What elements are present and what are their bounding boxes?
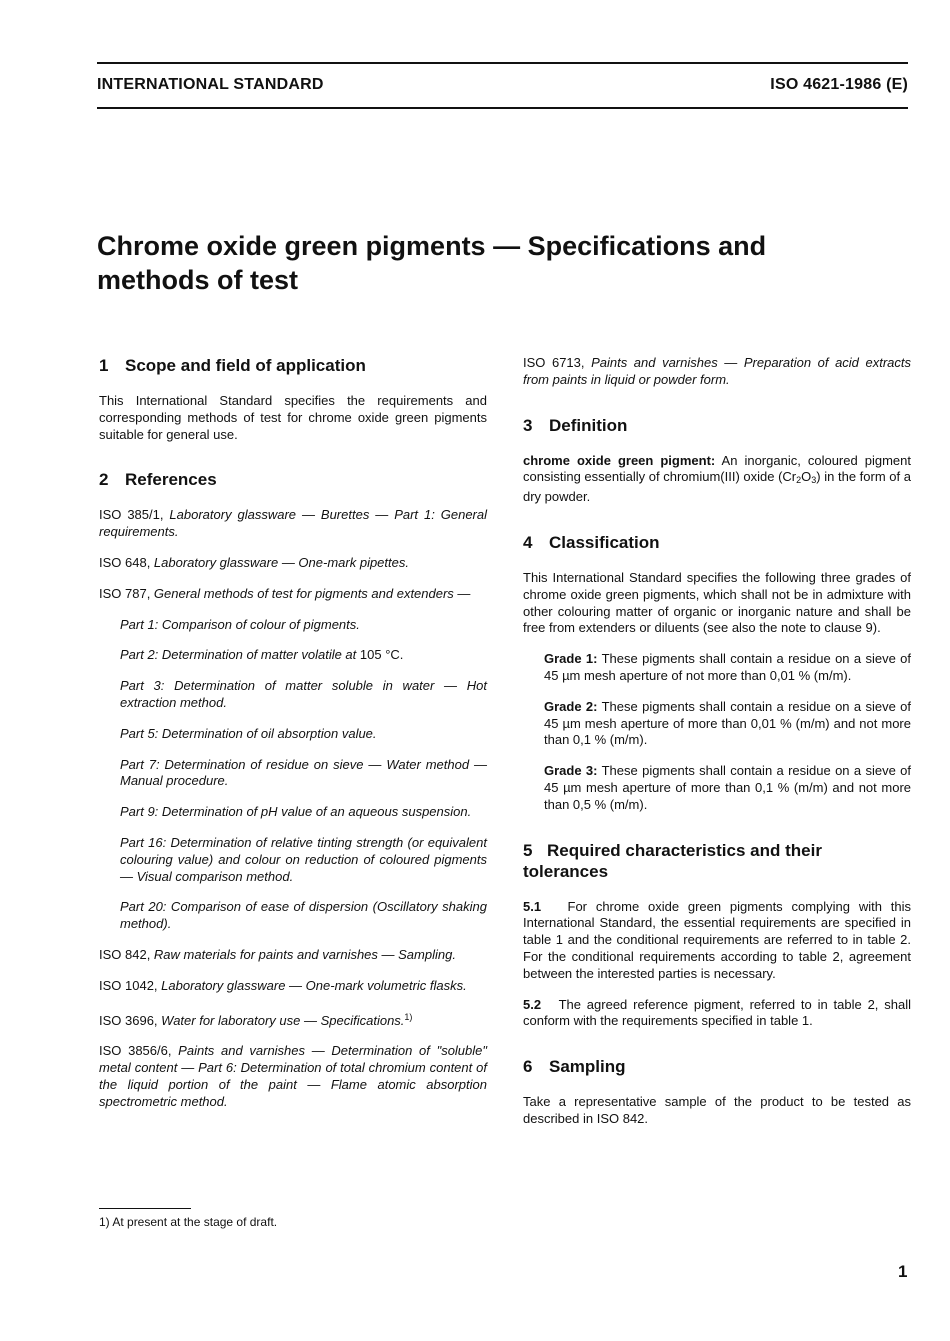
iso-787-part-20: Part 20: Comparison of ease of dispersion (Oscillatory shaking method). — [120, 899, 487, 932]
reference-iso-842: ISO 842, Raw materials for paints and varnishes — Sampling. — [99, 946, 456, 962]
reference-iso-385: ISO 385/1, Laboratory glassware — Burettes — Part 1: General requirements. — [99, 507, 487, 540]
grade-2: Grade 2: These pigments shall contain a residue on a sieve of 45 µm mesh aperture of more than 0,01 % (m/m) and not more than 0,1 % (m/m). — [544, 698, 911, 748]
section-4-text: This International Standard specifies the following three grades of chrome oxide green pigments, which shall not be in admixture with other colouring matter of organic or inorganic nature and shall be free from extenders or diluents (see also the note to clause 9). — [523, 569, 911, 636]
footnote-marker: 1) — [404, 1011, 413, 1022]
iso-787-part-9: Part 9: Determination of pH value of an aqueous suspension. — [120, 804, 472, 820]
footnote: 1) At present at the stage of draft. — [99, 1215, 278, 1229]
section-3-definition: chrome oxide green pigment: An inorganic, coloured pigment consisting essentially of chromium(III) oxide $(Cr_2O_3)$ in the form of a dry powder. — [523, 452, 911, 505]
grade-3: Grade 3: These pigments shall contain a residue on a sieve of 45 µm mesh aperture of more than 0,1 % (m/m) and not more than 0,5 % (m/m). — [544, 763, 911, 812]
iso-787-part-1: Part 1: Comparison of colour of pigments. — [120, 616, 360, 632]
iso-787-part-3: Part 3: Determination of matter soluble in water — Hot extraction method. — [120, 678, 487, 710]
iso-787-part-16: Part 16: Determination of relative tinting strength (or equivalent colouring value) and colour on reduction of coloured pigments — Visual comparison method. — [120, 834, 487, 884]
reference-iso-1042: ISO 1042, Laboratory glassware — One-mark volumetric flasks. — [99, 977, 467, 993]
clause-5-2: 5.2 The agreed reference pigment, referred to in table 2, shall conform with the requirements specified in table 1. — [523, 996, 911, 1029]
iso-787-part-5: Part 5: Determination of oil absorption value. — [120, 725, 377, 741]
running-header — [97, 76, 908, 94]
reference-iso-648: ISO 648, Laboratory glassware — One-mark pipettes. — [99, 554, 409, 570]
right-column — [523, 355, 911, 1142]
title-line-2: methods of test — [97, 265, 299, 295]
iso-787-part-2: Part 2: Determination of matter volatile at 105 °C. — [120, 647, 404, 663]
reference-iso-3696: ISO 3696, Water for laboratory use — Specifications.$^{1)}$ — [99, 1011, 413, 1028]
section-2-heading: 2 References — [99, 470, 217, 490]
title-line-1: Chrome oxide green pigments — Specifications and — [97, 231, 767, 261]
iso-787-part-7: Part 7: Determination of residue on sieve — Water method — Manual procedure. — [120, 756, 487, 789]
section-5-heading: 5 Required characteristics and their tolerances — [523, 840, 822, 881]
clause-5-1: 5.1 For chrome oxide green pigments complying with this International Standard, the essential requirements are specified in table 1 and the conditional requirements are referred to in table 2. For the conditional requirements according to table 2, agreement between the interested parties is necessary. — [523, 898, 911, 981]
reference-iso-3856: ISO 3856/6, Paints and varnishes — Determination of "soluble" metal content — Part 6: Determination of total chromium content of the liquid portion of the paint — Flame atomic absorption spectrometric method. — [99, 1043, 487, 1109]
reference-iso-787: ISO 787, General methods of test for pigments and extenders — — [99, 585, 471, 601]
left-column — [99, 355, 487, 1125]
grade-1: Grade 1: These pigments shall contain a residue on a sieve of 45 µm mesh aperture of not more than 0,01 % (m/m). — [544, 651, 911, 683]
section-1-heading: 1 Scope and field of application — [99, 356, 366, 375]
section-6-heading: 6 Sampling — [523, 1057, 626, 1077]
footnote-rule — [99, 1208, 191, 1209]
section-6-text: Take a representative sample of the product to be tested as described in ISO 842. — [523, 1094, 911, 1126]
document-title — [97, 229, 908, 297]
section-1-text: This International Standard specifies the requirements and corresponding methods of test for chrome oxide green pigments suitable for general use. — [99, 393, 487, 442]
header-rule-top — [97, 62, 908, 64]
section-3-heading: 3 Definition — [523, 415, 628, 435]
section-4-heading: 4 Classification — [523, 532, 660, 552]
header-rule-bottom — [97, 107, 908, 109]
page-number: 1 — [898, 1262, 908, 1281]
reference-iso-6713: ISO 6713, Paints and varnishes — Preparation of acid extracts from paints in liquid or powder form. — [523, 355, 912, 387]
header-standard-number: ISO 4621-1986 (E) — [770, 76, 908, 93]
header-standard-type: INTERNATIONAL STANDARD — [97, 76, 324, 93]
